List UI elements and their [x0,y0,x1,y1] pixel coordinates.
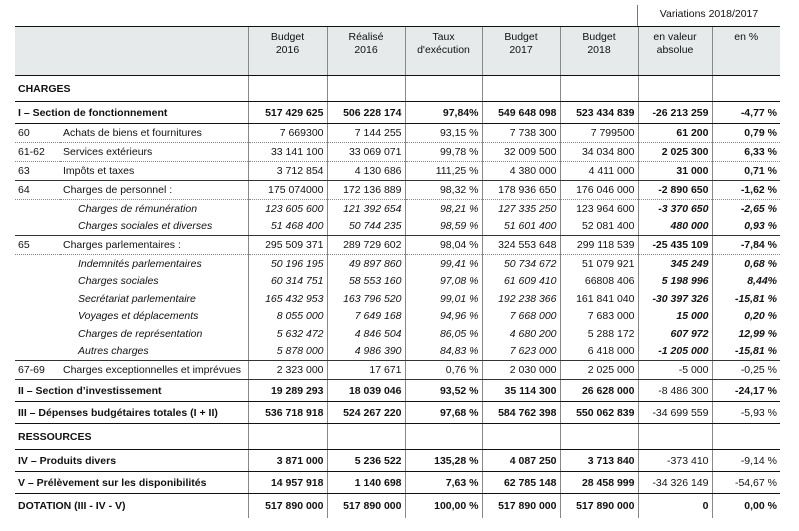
row-label: Services extérieurs [60,143,248,162]
table-row [15,424,780,450]
cell-variation-absolue [638,76,712,102]
cell-variation-pct: -2,65 % [712,200,780,218]
column-header-variation-absolue: en valeur absolue [638,27,712,76]
cell-taux-execution: 84,83 % [405,343,482,361]
cell-realise-2016: 289 729 602 [327,236,405,255]
column-header-taux-execution: Taux d'exécution [405,27,482,76]
row-label: Charges parlementaires : [60,236,248,255]
cell-variation-pct: 0,93 % [712,218,780,236]
cell-budget-2018: 299 118 539 [560,236,638,255]
section-label: V – Prélèvement sur les disponibilités [15,472,248,494]
cell-budget-2016: 50 196 195 [248,255,327,273]
variations-label: Variations 2018/2017 [659,8,759,20]
column-header-budget-2017: Budget 2017 [482,27,560,76]
cell-realise-2016: 5 236 522 [327,450,405,472]
table-row [15,402,780,424]
cell-budget-2016: 536 718 918 [248,402,327,424]
row-label: Secrétariat parlementaire [78,292,196,305]
table-row [15,380,780,402]
cell-realise-2016: 58 553 160 [327,273,405,291]
cell-taux-execution: 98,21 % [405,200,482,218]
cell-budget-2017 [482,76,560,102]
cell-variation-absolue: 345 249 [638,255,712,273]
cell-variation-pct [712,76,780,102]
row-label: Indemnités parlementaires [78,257,202,270]
cell-realise-2016: 4 846 504 [327,325,405,343]
cell-realise-2016: 49 897 860 [327,255,405,273]
section-label: I – Section de fonctionnement [15,102,248,124]
account-code: 64 [15,181,60,200]
cell-budget-2016: 5 878 000 [248,343,327,361]
table-row [15,494,780,519]
table-body [15,76,780,519]
cell-taux-execution: 93,52 % [405,380,482,402]
cell-variation-absolue: 480 000 [638,218,712,236]
cell-variation-absolue: 0 [638,494,712,519]
cell-budget-2016: 295 509 371 [248,236,327,255]
cell-variation-absolue: 15 000 [638,308,712,326]
cell-taux-execution: 97,68 % [405,402,482,424]
cell-budget-2018: 3 713 840 [560,450,638,472]
cell-variation-pct: -7,84 % [712,236,780,255]
cell-taux-execution: 97,08 % [405,273,482,291]
cell-variation-pct: 8,44% [712,273,780,291]
cell-realise-2016 [327,76,405,102]
column-header-budget-2016: Budget 2016 [248,27,327,76]
cell-taux-execution: 135,28 % [405,450,482,472]
column-header-budget-2018: Budget 2018 [560,27,638,76]
section-label: III – Dépenses budgétaires totales (I + II) [15,402,248,424]
cell-variation-pct: 0,79 % [712,124,780,143]
cell-variation-pct: 0,20 % [712,308,780,326]
cell-variation-pct: -24,17 % [712,380,780,402]
cell-budget-2016: 19 289 293 [248,380,327,402]
cell-budget-2017: 2 030 000 [482,361,560,380]
row-label: Impôts et taxes [60,162,248,181]
cell-variation-pct: -1,62 % [712,181,780,200]
account-code-empty [15,325,60,343]
cell-taux-execution: 98,32 % [405,181,482,200]
cell-taux-execution: 99,01 % [405,290,482,308]
cell-budget-2016: 175 074000 [248,181,327,200]
table-row [15,472,780,494]
section-label: RESSOURCES [15,424,248,450]
cell-budget-2016: 33 141 100 [248,143,327,162]
cell-budget-2016: 60 314 751 [248,273,327,291]
row-label: Charges exceptionnelles et imprévues [60,361,248,380]
cell-budget-2018: 550 062 839 [560,402,638,424]
table-row [15,143,780,162]
table-row [15,162,780,181]
cell-budget-2017: 50 734 672 [482,255,560,273]
cell-budget-2017: 7 623 000 [482,343,560,361]
cell-budget-2017: 4 380 000 [482,162,560,181]
account-code-empty [15,343,60,361]
cell-variation-absolue: 61 200 [638,124,712,143]
row-label: Voyages et déplacements [78,310,199,323]
cell-budget-2017: 7 738 300 [482,124,560,143]
cell-realise-2016: 524 267 220 [327,402,405,424]
cell-budget-2018: 123 964 600 [560,200,638,218]
cell-variation-pct: -54,67 % [712,472,780,494]
cell-taux-execution: 7,63 % [405,472,482,494]
cell-budget-2016: 5 632 472 [248,325,327,343]
cell-budget-2017: 32 009 500 [482,143,560,162]
cell-budget-2018: 7 799500 [560,124,638,143]
cell-budget-2018 [560,424,638,450]
cell-variation-pct: -5,93 % [712,402,780,424]
account-code-empty [15,273,60,291]
table-row [15,76,780,102]
table-row [15,343,780,361]
cell-budget-2017: 584 762 398 [482,402,560,424]
cell-budget-2016 [248,76,327,102]
cell-budget-2016 [248,424,327,450]
cell-variation-absolue: -1 205 000 [638,343,712,361]
section-label: DOTATION (III - IV - V) [18,500,126,512]
table-row [15,236,780,255]
cell-variation-absolue: 607 972 [638,325,712,343]
cell-budget-2018: 52 081 400 [560,218,638,236]
cell-budget-2016: 3 871 000 [248,450,327,472]
row-label: Achats de biens et fournitures [60,124,248,143]
cell-budget-2017: 127 335 250 [482,200,560,218]
cell-budget-2018: 28 458 999 [560,472,638,494]
cell-budget-2017: 4 680 200 [482,325,560,343]
cell-budget-2016: 14 957 918 [248,472,327,494]
cell-budget-2018: 161 841 040 [560,290,638,308]
cell-variation-absolue: -25 435 109 [638,236,712,255]
cell-budget-2017 [482,424,560,450]
section-label: CHARGES [15,76,248,102]
row-label: Charges de personnel : [60,181,248,200]
cell-variation-absolue: 2 025 300 [638,143,712,162]
cell-budget-2017: 4 087 250 [482,450,560,472]
cell-taux-execution [405,76,482,102]
cell-taux-execution: 97,84% [405,102,482,124]
cell-taux-execution: 0,76 % [405,361,482,380]
table-row [15,290,780,308]
row-label: Autres charges [60,343,248,361]
cell-variation-absolue: -373 410 [638,450,712,472]
cell-variation-absolue: -34 326 149 [638,472,712,494]
table-row [15,273,780,291]
cell-budget-2016: 8 055 000 [248,308,327,326]
table-row [15,325,780,343]
cell-budget-2017: 7 668 000 [482,308,560,326]
row-label: Charges sociales [78,275,159,288]
cell-budget-2016: 51 468 400 [248,218,327,236]
row-label: Charges sociales et diverses [60,218,248,236]
table-row [15,181,780,200]
cell-variation-pct: -4,77 % [712,102,780,124]
cell-taux-execution: 99,41 % [405,255,482,273]
cell-variation-absolue: -30 397 326 [638,290,712,308]
cell-variation-absolue: 5 198 996 [638,273,712,291]
cell-realise-2016: 18 039 046 [327,380,405,402]
cell-budget-2018 [560,76,638,102]
account-code: 67-69 [15,361,60,380]
cell-realise-2016: 7 144 255 [327,124,405,143]
cell-realise-2016: 50 744 235 [327,218,405,236]
cell-realise-2016: 163 796 520 [327,290,405,308]
table-row [15,308,780,326]
table-row [15,200,780,218]
variations-header [15,0,780,26]
cell-realise-2016: 517 890 000 [327,494,405,519]
cell-budget-2018: 176 046 000 [560,181,638,200]
table-row [15,361,780,380]
cell-variation-pct: 0,68 % [712,255,780,273]
cell-budget-2018: 5 288 172 [560,325,638,343]
cell-variation-pct: -15,81 % [712,343,780,361]
cell-budget-2016: 123 605 600 [248,200,327,218]
account-code: 60 [15,124,60,143]
cell-variation-pct: -9,14 % [712,450,780,472]
cell-budget-2018: 26 628 000 [560,380,638,402]
header-blank [15,27,248,76]
budget-table-container [15,0,780,518]
account-code-empty [15,218,60,236]
cell-budget-2016: 7 669300 [248,124,327,143]
cell-realise-2016: 33 069 071 [327,143,405,162]
cell-budget-2018: 523 434 839 [560,102,638,124]
cell-variation-pct: 0,71 % [712,162,780,181]
row-label: Charges de représentation [78,327,203,340]
cell-realise-2016: 4 986 390 [327,343,405,361]
cell-taux-execution: 100,00 % [405,494,482,519]
cell-budget-2017: 62 785 148 [482,472,560,494]
cell-taux-execution: 98,04 % [405,236,482,255]
cell-variation-pct: -15,81 % [712,290,780,308]
account-code-empty [15,308,60,326]
cell-variation-pct: -0,25 % [712,361,780,380]
cell-budget-2018: 66808 406 [560,273,638,291]
cell-budget-2017: 61 609 410 [482,273,560,291]
cell-budget-2018: 7 683 000 [560,308,638,326]
cell-budget-2016: 2 323 000 [248,361,327,380]
cell-taux-execution [405,424,482,450]
cell-realise-2016: 4 130 686 [327,162,405,181]
cell-budget-2017: 178 936 650 [482,181,560,200]
cell-taux-execution: 93,15 % [405,124,482,143]
cell-variation-pct: 0,00 % [712,494,780,519]
cell-taux-execution: 94,96 % [405,308,482,326]
cell-budget-2018: 4 411 000 [560,162,638,181]
table-row [15,124,780,143]
cell-realise-2016: 17 671 [327,361,405,380]
cell-variation-absolue: -8 486 300 [638,380,712,402]
cell-budget-2017: 51 601 400 [482,218,560,236]
row-label: Charges de rémunération [78,202,198,215]
cell-budget-2017: 324 553 648 [482,236,560,255]
cell-taux-execution: 98,59 % [405,218,482,236]
cell-realise-2016: 7 649 168 [327,308,405,326]
cell-budget-2018: 34 034 800 [560,143,638,162]
cell-realise-2016: 506 228 174 [327,102,405,124]
account-code-empty [15,290,60,308]
cell-variation-absolue: 31 000 [638,162,712,181]
column-header-realise-2016: Réalisé 2016 [327,27,405,76]
cell-variation-pct [712,424,780,450]
account-code-empty [15,200,60,218]
cell-budget-2017: 192 238 366 [482,290,560,308]
cell-realise-2016 [327,424,405,450]
cell-budget-2018: 51 079 921 [560,255,638,273]
budget-table [15,26,780,518]
cell-budget-2016: 517 429 625 [248,102,327,124]
header-row [15,27,780,76]
table-row [15,450,780,472]
cell-variation-absolue: -2 890 650 [638,181,712,200]
table-row [15,102,780,124]
account-code: 61-62 [15,143,60,162]
cell-taux-execution: 111,25 % [405,162,482,181]
cell-variation-absolue: -3 370 650 [638,200,712,218]
cell-variation-pct: 6,33 % [712,143,780,162]
cell-budget-2018: 2 025 000 [560,361,638,380]
cell-budget-2018: 517 890 000 [560,494,638,519]
cell-budget-2017: 35 114 300 [482,380,560,402]
cell-variation-absolue: -26 213 259 [638,102,712,124]
column-header-variation-pct: en % [712,27,780,76]
cell-variation-absolue: -34 699 559 [638,402,712,424]
cell-budget-2017: 517 890 000 [482,494,560,519]
cell-budget-2016: 517 890 000 [248,494,327,519]
cell-variation-absolue [638,424,712,450]
cell-budget-2017: 549 648 098 [482,102,560,124]
cell-budget-2016: 3 712 854 [248,162,327,181]
cell-realise-2016: 172 136 889 [327,181,405,200]
table-row [15,255,780,273]
cell-variation-absolue: -5 000 [638,361,712,380]
cell-budget-2016: 165 432 953 [248,290,327,308]
section-label: IV – Produits divers [15,450,248,472]
account-code: 65 [15,236,60,255]
cell-realise-2016: 1 140 698 [327,472,405,494]
cell-taux-execution: 86,05 % [405,325,482,343]
cell-taux-execution: 99,78 % [405,143,482,162]
table-row [15,218,780,236]
account-code: 63 [15,162,60,181]
cell-variation-pct: 12,99 % [712,325,780,343]
account-code-empty [15,255,60,273]
section-label: II – Section d’investissement [15,380,248,402]
cell-realise-2016: 121 392 654 [327,200,405,218]
cell-budget-2018: 6 418 000 [560,343,638,361]
